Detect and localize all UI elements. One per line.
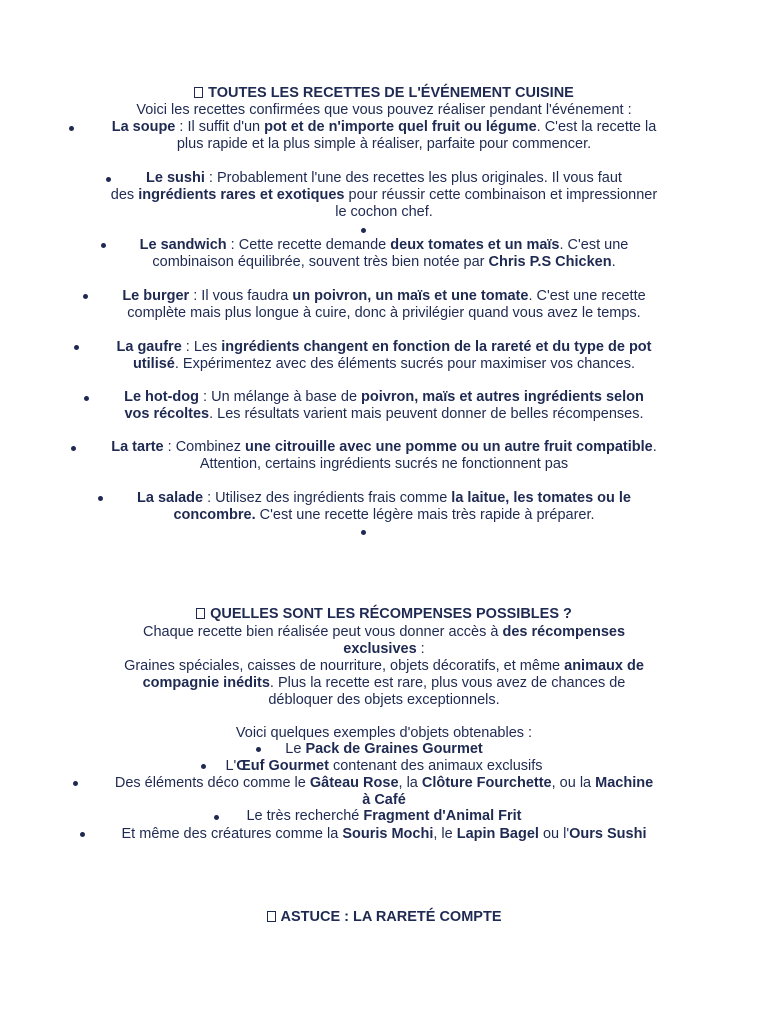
recipe-sushi-line1: Le sushi : Probablement l'une des recettes les plus originales. Il vous faut: [146, 170, 622, 186]
reward-item-4: Le très recherché Fragment d'Animal Frit: [246, 808, 522, 824]
recipe-tarte-line1: La tarte : Combinez une citrouille avec une pomme ou un autre fruit compatible.: [111, 439, 657, 455]
section-heading-tip: [80, 909, 688, 926]
bullet: [71, 446, 76, 451]
missing-glyph-icon: [196, 608, 205, 619]
recipe-soupe-line2: plus rapide et la plus simple à réaliser, parfaite pour commencer.: [176, 136, 592, 152]
section-heading-recipes: [80, 85, 688, 102]
heading-text: ASTUCE : LA RARETÉ COMPTE: [280, 909, 502, 925]
recipe-salade-line1: La salade : Utilisez des ingrédients frais comme la laitue, les tomates ou le: [137, 490, 631, 506]
rewards-p1-line1: Chaque recette bien réalisée peut vous donner accès à des récompenses: [142, 624, 626, 640]
recipe-tarte-line2: Attention, certains ingrédients sucrés ne fonctionnent pas: [199, 456, 569, 472]
reward-item-3-line2: à Café: [362, 792, 406, 808]
reward-item-3-line1: Des éléments déco comme le Gâteau Rose, la Clôture Fourchette, ou la Machine: [114, 775, 654, 791]
reward-item-1: Le Pack de Graines Gourmet: [285, 741, 483, 757]
heading-text: TOUTES LES RECETTES DE L'ÉVÉNEMENT CUISINE: [208, 85, 574, 101]
recipe-burger-line2: complète mais plus longue à cuire, donc à privilégier quand vous avez le temps.: [127, 305, 641, 321]
reward-item-2: L'Œuf Gourmet contenant des animaux exclusifs: [225, 758, 543, 774]
recipe-gaufre-line1: La gaufre : Les ingrédients changent en fonction de la rareté et du type de pot: [116, 339, 652, 355]
rewards-examples-intro: Voici quelques exemples d'objets obtenables :: [235, 725, 533, 741]
recipes-intro: Voici les recettes confirmées que vous pouvez réaliser pendant l'événement :: [136, 102, 632, 118]
recipe-salade-line2: concombre. C'est une recette légère mais très rapide à préparer.: [173, 507, 595, 523]
rewards-p1-line2: exclusives :: [343, 641, 425, 657]
rewards-p2-line1: Graines spéciales, caisses de nourriture, objets décoratifs, et même animaux de: [124, 658, 644, 674]
recipe-sushi-line3: le cochon chef.: [335, 204, 433, 220]
recipe-hotdog-line1: Le hot-dog : Un mélange à base de poivron, maïs et autres ingrédients selon: [124, 389, 644, 405]
bullet: [73, 781, 78, 786]
missing-glyph-icon: [194, 87, 203, 98]
missing-glyph-icon: [267, 911, 276, 922]
rewards-p2-line3: débloquer des objets exceptionnels.: [268, 692, 500, 708]
recipe-burger-line1: Le burger : Il vous faudra un poivron, un maïs et une tomate. C'est une recette: [122, 288, 646, 304]
bullet: [69, 126, 74, 131]
recipe-sandwich-line1: Le sandwich : Cette recette demande deux tomates et un maïs. C'est une: [139, 237, 629, 253]
bullet: [74, 345, 79, 350]
reward-item-5: Et même des créatures comme la Souris Mochi, le Lapin Bagel ou l'Ours Sushi: [121, 826, 647, 842]
recipe-sushi-line2: des ingrédients rares et exotiques pour réussir cette combinaison et impressionner: [110, 187, 658, 203]
bullet: [361, 228, 366, 233]
recipe-hotdog-line2: vos récoltes. Les résultats varient mais peuvent donner de belles récompenses.: [124, 406, 644, 422]
recipe-gaufre-line2: utilisé. Expérimentez avec des éléments sucrés pour maximiser vos chances.: [132, 356, 636, 372]
recipe-sandwich-line2: combinaison équilibrée, souvent très bien notée par Chris P.S Chicken.: [152, 254, 616, 270]
rewards-p2-line2: compagnie inédits. Plus la recette est rare, plus vous avez de chances de: [142, 675, 626, 691]
section-heading-rewards: [80, 606, 688, 623]
bullet: [361, 530, 366, 535]
heading-text: QUELLES SONT LES RÉCOMPENSES POSSIBLES ?: [210, 606, 572, 622]
recipe-soupe-line1: La soupe : Il suffit d'un pot et de n'importe quel fruit ou légume. C'est la recette la: [111, 119, 657, 135]
